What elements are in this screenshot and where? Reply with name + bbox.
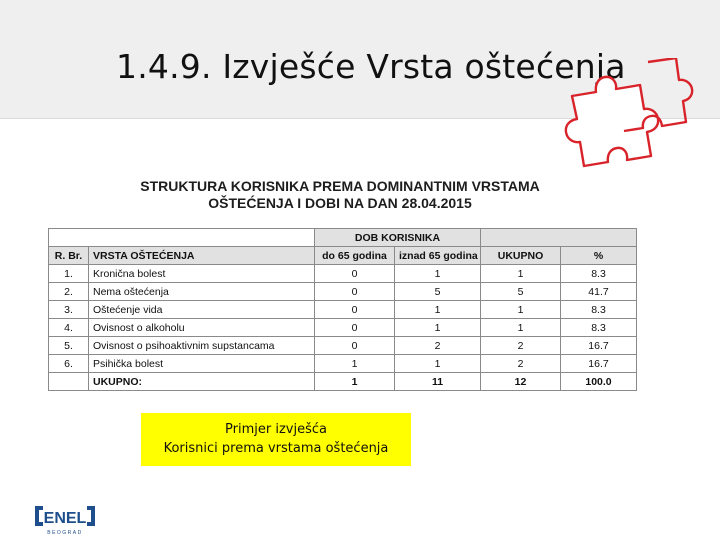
cell-do65: 0: [315, 319, 395, 337]
cell-iznad65: 1: [395, 319, 481, 337]
cell-vrsta: Oštećenje vida: [89, 301, 315, 319]
cell-ukupno: 1: [481, 265, 561, 283]
cell-pct: 41.7: [561, 283, 637, 301]
cell-iznad65: 2: [395, 337, 481, 355]
logo-icon: [34, 503, 96, 537]
table-total-row: [49, 373, 637, 391]
report-title: [100, 178, 580, 212]
cell-vrsta: Psihička bolest: [89, 355, 315, 373]
note-line-1: Primjer izvješća: [225, 422, 327, 437]
col-header-iznad65: iznad 65 godina: [395, 247, 481, 265]
cell-ukupno: 5: [481, 283, 561, 301]
cell-ukupno: 1: [481, 319, 561, 337]
col-header-vrsta: VRSTA OŠTEĆENJA: [89, 247, 315, 265]
cell-ukupno: 2: [481, 355, 561, 373]
cell-pct: 16.7: [561, 355, 637, 373]
report-title-line-1: STRUKTURA KORISNIKA PREMA DOMINANTNIM VRSTAMA: [140, 178, 540, 194]
cell-vrsta: Kronična bolest: [89, 265, 315, 283]
group-header-dob: DOB KORISNIKA: [315, 229, 481, 247]
table-header-row: [49, 247, 637, 265]
cell-vrsta: Nema oštećenja: [89, 283, 315, 301]
col-header-do65: do 65 godina: [315, 247, 395, 265]
col-header-rbr: R. Br.: [49, 247, 89, 265]
cell-iznad65: 1: [395, 355, 481, 373]
cell-ukupno: 1: [481, 301, 561, 319]
cell-iznad65: 5: [395, 283, 481, 301]
empty-header-cell-right: [481, 229, 637, 247]
puzzle-icon: [562, 58, 694, 170]
cell-rbr: 5.: [49, 337, 89, 355]
cell-ukupno: 2: [481, 337, 561, 355]
table-row: [49, 283, 637, 301]
cell-do65: 1: [315, 355, 395, 373]
cell-rbr: 2.: [49, 283, 89, 301]
cell-do65: 0: [315, 301, 395, 319]
col-header-ukupno: UKUPNO: [481, 247, 561, 265]
cell-total-iznad65: 11: [395, 373, 481, 391]
cell-pct: 16.7: [561, 337, 637, 355]
cell-total-ukupno: 12: [481, 373, 561, 391]
cell-rbr: 1.: [49, 265, 89, 283]
logo-subtext: BEOGRAD: [47, 530, 83, 536]
slide-title: 1.4.9. Izvješće Vrsta oštećenja: [116, 47, 626, 86]
cell-do65: 0: [315, 283, 395, 301]
table-row: [49, 337, 637, 355]
col-header-pct: %: [561, 247, 637, 265]
cell-total-do65: 1: [315, 373, 395, 391]
table-row: [49, 265, 637, 283]
report-title-line-2: OŠTEĆENJA I DOBI NA DAN 28.04.2015: [208, 195, 472, 211]
empty-header-cell: [49, 229, 315, 247]
cell-pct: 8.3: [561, 319, 637, 337]
cell-vrsta: Ovisnost o alkoholu: [89, 319, 315, 337]
cell-do65: 0: [315, 265, 395, 283]
cell-pct: 8.3: [561, 301, 637, 319]
table-row: [49, 301, 637, 319]
cell-rbr: 6.: [49, 355, 89, 373]
cell-total-label: UKUPNO:: [89, 373, 315, 391]
cell-total-pct: 100.0: [561, 373, 637, 391]
example-note: [141, 413, 411, 466]
table-group-header-row: [49, 229, 637, 247]
note-line-2: Korisnici prema vrstama oštećenja: [163, 441, 389, 456]
cell-iznad65: 1: [395, 265, 481, 283]
cell-rbr: 3.: [49, 301, 89, 319]
table-row: [49, 319, 637, 337]
report-table: [48, 228, 637, 391]
cell-rbr: 4.: [49, 319, 89, 337]
cell-do65: 0: [315, 337, 395, 355]
cell-total-empty: [49, 373, 89, 391]
cell-iznad65: 1: [395, 301, 481, 319]
cell-vrsta: Ovisnost o psihoaktivnim supstancama: [89, 337, 315, 355]
logo-text: ENEL: [43, 510, 87, 527]
table-row: [49, 355, 637, 373]
cell-pct: 8.3: [561, 265, 637, 283]
